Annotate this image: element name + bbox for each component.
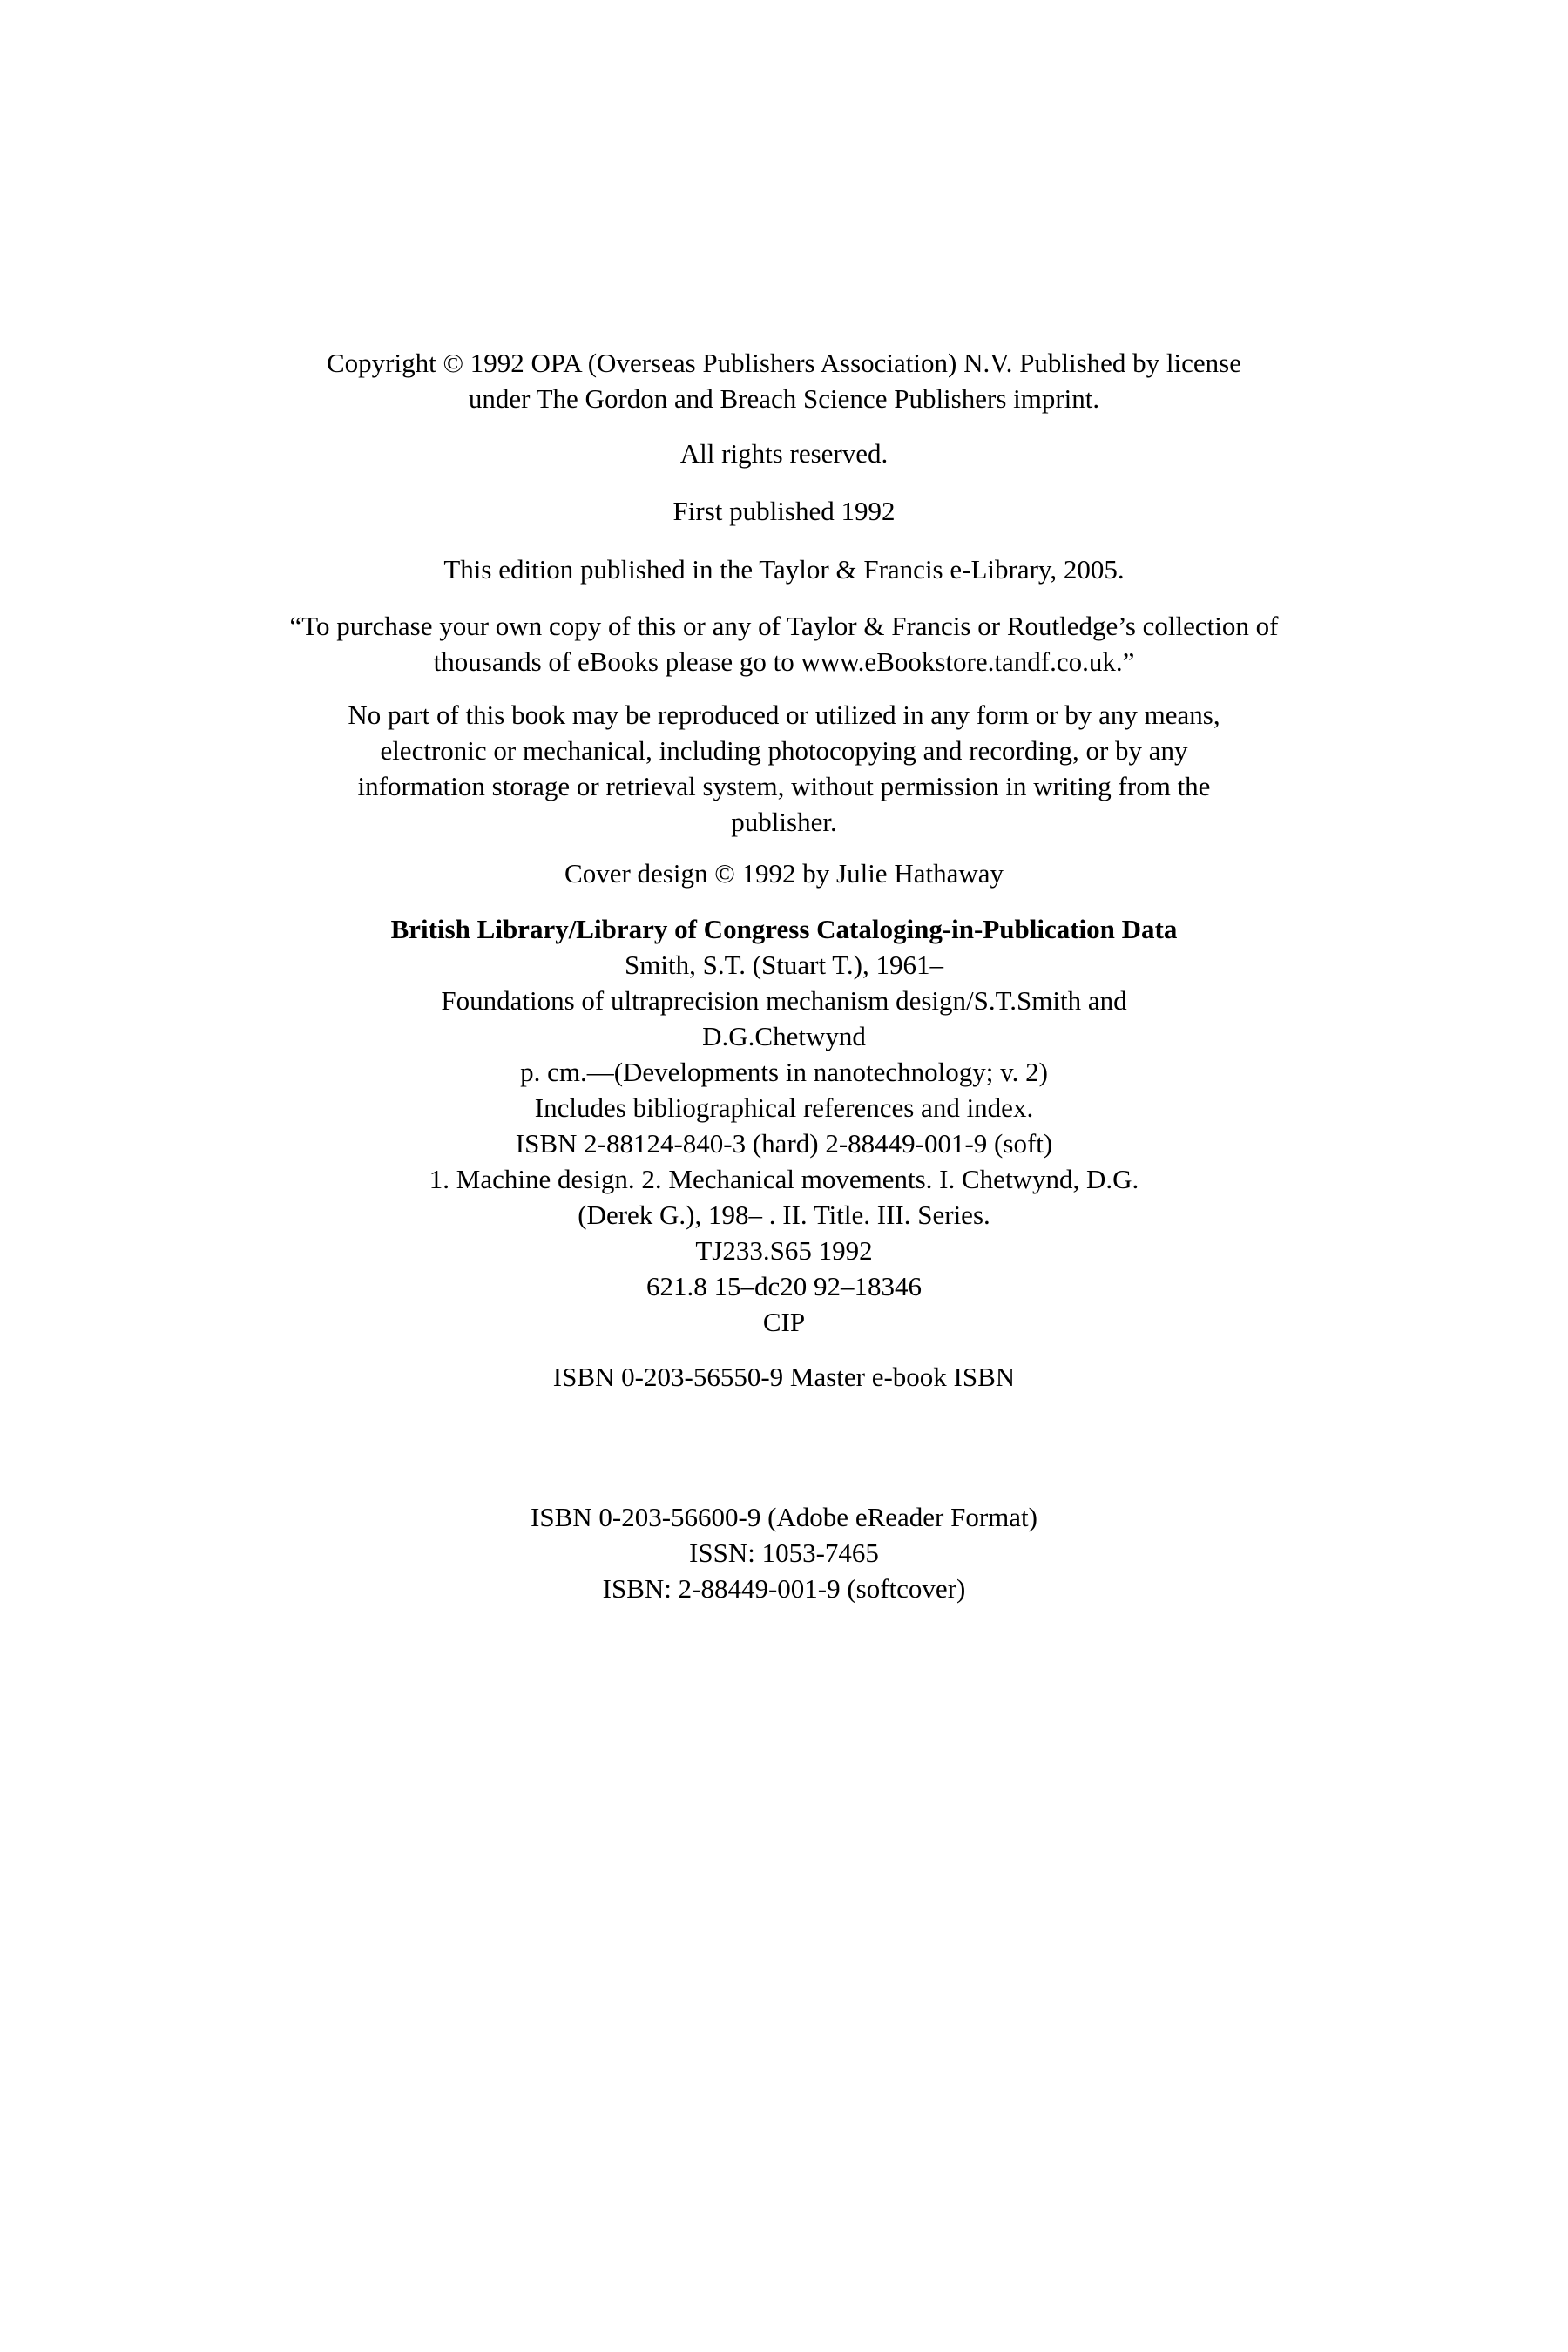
cip-line: (Derek G.), 198– . II. Title. III. Series. [578, 1200, 990, 1230]
reproduction-notice [209, 697, 1359, 840]
reproduction-line-1: No part of this book may be reproduced or utilized in any form or by any means, [348, 700, 1220, 730]
purchase-line-1: “To purchase your own copy of this or any of Taylor & Francis or Routledge’s collection of [289, 611, 1279, 641]
copyright-line-2: under The Gordon and Breach Science Publishers imprint. [468, 383, 1100, 414]
cover-design-credit [209, 855, 1359, 891]
edition-note [209, 551, 1359, 587]
cip-heading: British Library/Library of Congress Cataloging-in-Publication Data [390, 914, 1178, 944]
master-ebook-isbn [209, 1359, 1359, 1395]
copyright-notice [209, 345, 1359, 416]
cip-line: TJ233.S65 1992 [695, 1235, 873, 1266]
cip-line: p. cm.—(Developments in nanotechnology; v. 2) [520, 1057, 1048, 1087]
purchase-note [209, 608, 1359, 679]
isbn-softcover-line: ISBN: 2-88449-001-9 (softcover) [602, 1573, 966, 1604]
cip-line: CIP [762, 1307, 806, 1337]
cip-line: ISBN 2-88124-840-3 (hard) 2-88449-001-9 (soft) [515, 1128, 1053, 1159]
cip-line: 621.8 15–dc20 92–18346 [645, 1271, 922, 1301]
cip-line: Smith, S.T. (Stuart T.), 1961– [625, 950, 943, 980]
cip-line: Includes bibliographical references and index. [534, 1092, 1034, 1123]
rights-line: All rights reserved. [679, 438, 889, 469]
cip-line: 1. Machine design. 2. Mechanical movements. I. Chetwynd, D.G. [429, 1164, 1139, 1194]
reproduction-line-3: information storage or retrieval system, without permission in writing from the [357, 771, 1211, 801]
edition-line: This edition published in the Taylor & Francis e-Library, 2005. [443, 554, 1125, 585]
rights-reserved [209, 436, 1359, 471]
isbn-adobe-line: ISBN 0-203-56600-9 (Adobe eReader Format) [531, 1502, 1037, 1532]
cover-design-line: Cover design © 1992 by Julie Hathaway [564, 858, 1004, 889]
first-published [209, 493, 1359, 529]
cip-line: D.G.Chetwynd [702, 1021, 866, 1051]
isbn-block [209, 1499, 1359, 1606]
copyright-line-1: Copyright © 1992 OPA (Overseas Publishers Association) N.V. Published by license [327, 348, 1241, 378]
first-published-line: First published 1992 [672, 496, 896, 526]
master-isbn-line: ISBN 0-203-56550-9 Master e-book ISBN [552, 1362, 1016, 1392]
issn-line: ISSN: 1053-7465 [689, 1538, 879, 1568]
cip-line: Foundations of ultraprecision mechanism design/S.T.Smith and [441, 985, 1127, 1016]
reproduction-line-2: electronic or mechanical, including photocopying and recording, or by any [380, 735, 1188, 766]
cip-data [209, 911, 1359, 1340]
reproduction-line-4: publisher. [731, 807, 837, 837]
purchase-line-2: thousands of eBooks please go to www.eBookstore.tandf.co.uk.” [433, 646, 1135, 677]
